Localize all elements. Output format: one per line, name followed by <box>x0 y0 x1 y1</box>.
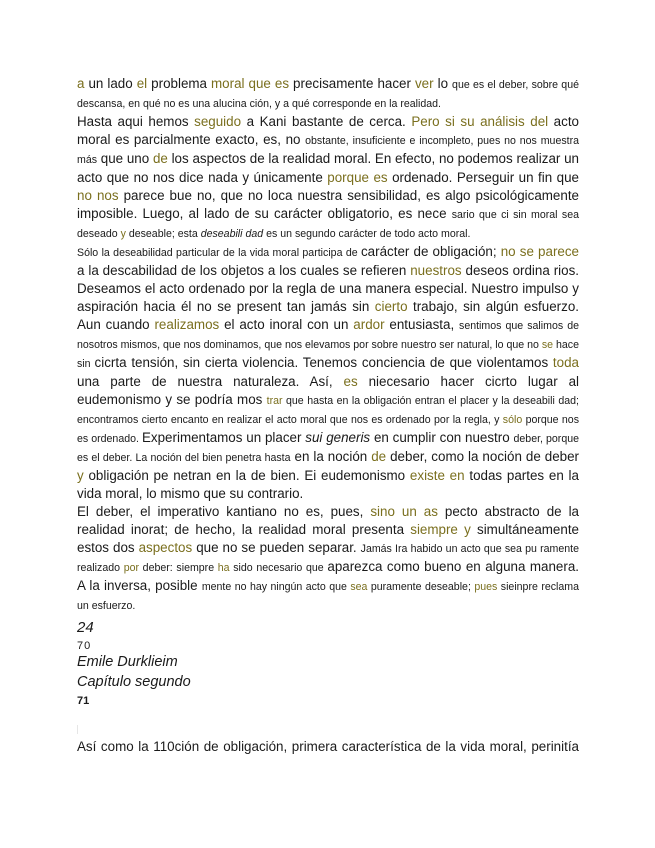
text-run: el acto inoral con un <box>219 317 354 332</box>
text-run: deber: siempre <box>139 562 218 574</box>
text-run: que no se pueden separar. <box>192 540 361 555</box>
running-header-author: Emile Durklieim <box>77 654 178 670</box>
text-run: puramente deseable; <box>367 581 475 593</box>
text-run: y <box>464 522 471 537</box>
text-run: precisamente hacer <box>289 76 415 91</box>
text-run: sino un as <box>370 504 438 519</box>
text-run: sario que ci sin moral sea deseado <box>77 209 580 240</box>
text-run: de <box>371 449 387 464</box>
text-run: seguido <box>194 114 242 129</box>
text-run: ver <box>414 76 434 91</box>
text-run: un lado <box>84 76 137 91</box>
text-run: Jamás Ira habido un acto que sea pu ramente realizado <box>77 543 579 574</box>
text-run: sieinpre reclama un esfuerzo. <box>77 581 579 612</box>
body-text <box>77 75 579 615</box>
text-run: todas partes en la vida moral, lo mismo que su contrario. <box>77 468 579 501</box>
text-run: problema <box>147 76 212 91</box>
paragraph-1 <box>77 75 579 113</box>
text-run: acto moral es parcialmente exacto, es, no <box>77 114 579 147</box>
text-run: ardor <box>353 317 385 332</box>
text-run: Hasta aqui hemos <box>77 114 195 129</box>
text-run: Pero si su análisis del <box>411 114 549 129</box>
text-run: El deber, el imperativo kantiano no es, pues, <box>77 504 371 519</box>
text-run: trabajo, sin algún esfuerzo. Aun cuando <box>77 299 579 332</box>
text-run: que uno <box>97 151 153 166</box>
text-run: trar <box>266 395 283 407</box>
text-run: Sólo la deseabilidad particular de la vida moral participa de <box>77 247 361 259</box>
text-run: parece bue no, que no loca nuestra sensibilidad, es algo psicológicamente imposible. Luego, al lado de su carácter obligatorio, es nece <box>77 188 579 221</box>
paragraph-2 <box>77 113 579 243</box>
text-run: hace sin <box>77 339 579 370</box>
text-run: deber, como la noción de deber <box>386 449 579 464</box>
text-run: sido necesario que <box>229 562 328 574</box>
page-number-left: 24 <box>77 619 94 636</box>
text-run: obstante, insuficiente e incompleto, pues no nos muestra más <box>77 135 579 166</box>
text-run: una parte de nuestra naturaleza. Así, <box>77 374 344 389</box>
text-run: nuestros <box>410 263 462 278</box>
text-run: es un segundo carácter de todo acto moral. <box>263 228 471 240</box>
text-run: deseable; esta <box>125 228 201 240</box>
text-run: y <box>120 228 126 240</box>
text-run: carácter de obligación; <box>360 244 501 259</box>
text-run: obligación pe netran en la de bien. Ei eudemonismo <box>83 468 410 483</box>
text-run: sentimos que salimos de nosotros mismos, que nos dominamos, que nos elevamos por sobre nuestro ser natural, lo que no <box>77 320 579 351</box>
text-run: simultáneamente estos dos <box>77 522 579 555</box>
text-run: los aspectos de la realidad moral. En efecto, no podemos realizar un acto que no nos dice nada y únicamente <box>77 151 579 185</box>
text-run: aparezca como bueno en alguna manera. A la inversa, posible <box>77 559 579 593</box>
text-run: siempre <box>410 522 458 537</box>
text-run: y <box>77 468 84 483</box>
text-run: deseos ordina rios. Deseamos el acto ordenado por la regla de una manera especial. Nuestro impulso y aspiración hacia él no se present tan jamás sin <box>77 263 579 314</box>
text-run: sólo <box>502 414 523 426</box>
text-run: mente no hay ningún acto que <box>201 581 351 593</box>
text-run: porque nos es ordenado. <box>77 414 579 445</box>
text-run: existe en <box>409 468 465 483</box>
text-run: por <box>123 562 139 574</box>
text-run: deber, porque es el deber. La noción del bien penetra hasta <box>77 433 579 464</box>
text-run: sui generis <box>305 430 371 445</box>
text-run: cicrta tensión, sin cierta violencia. Tenemos conciencia de que violentamos <box>94 355 553 370</box>
text-run: aspectos <box>138 540 193 555</box>
running-header-chapter: Capítulo segundo <box>77 674 191 690</box>
text-run: en la noción <box>290 449 372 464</box>
text-run: porque es <box>327 170 388 185</box>
text-run: realizamos <box>154 317 220 332</box>
text-run: lo <box>433 76 453 91</box>
text-run: ha <box>217 562 230 574</box>
text-run: que es el deber, sobre qué descansa, en qué no es una alucina ción, y a qué corresponde en la realidad. <box>77 79 579 110</box>
text-run: toda <box>552 355 579 370</box>
text-run: deseabili dad <box>200 228 264 240</box>
text-run: no se parece <box>500 244 579 259</box>
text-run: Experimentamos un placer <box>141 430 306 445</box>
paragraph-3 <box>77 243 579 503</box>
text-run: que hasta en la obligación entran el placer y la deseabili dad; encontramos cierto encanto en realizar el acto moral que nos es ordenado por la regla, y <box>77 395 579 426</box>
text-run: en cumplir con nuestro <box>370 430 514 445</box>
text-run: a <box>77 76 85 91</box>
continuation-line: Así como la 110ción de obligación, primera característica de la vida moral, perinitía <box>77 739 579 754</box>
text-run: ordenado. Perseguir un fin que <box>387 170 579 185</box>
text-run: a Kani bastante de cerca. <box>241 114 412 129</box>
text-run: el <box>136 76 148 91</box>
text-run: cierto <box>374 299 408 314</box>
text-run: es <box>343 374 358 389</box>
text-run: pecto abstracto de la realidad inorat; de hecho, la realidad moral presenta <box>77 504 580 537</box>
text-run: sea <box>350 581 368 593</box>
text-run: moral que es <box>211 76 290 91</box>
text-run: se <box>541 339 554 351</box>
text-run: a la descabilidad de los objetos a los cuales se refieren <box>77 263 411 278</box>
text-run: entusiasta, <box>384 317 460 332</box>
paragraph-4 <box>77 503 579 615</box>
text-cursor-mark <box>77 725 78 734</box>
text-run: de <box>152 151 168 166</box>
text-run: pues <box>474 581 498 593</box>
text-run: no nos <box>77 188 119 203</box>
text-run: niecesario hacer cicrto lugar al eudemonismo y se podría mos <box>77 374 580 407</box>
page-marker-70: 70 <box>77 640 92 652</box>
page-number-right: 71 <box>77 695 90 707</box>
